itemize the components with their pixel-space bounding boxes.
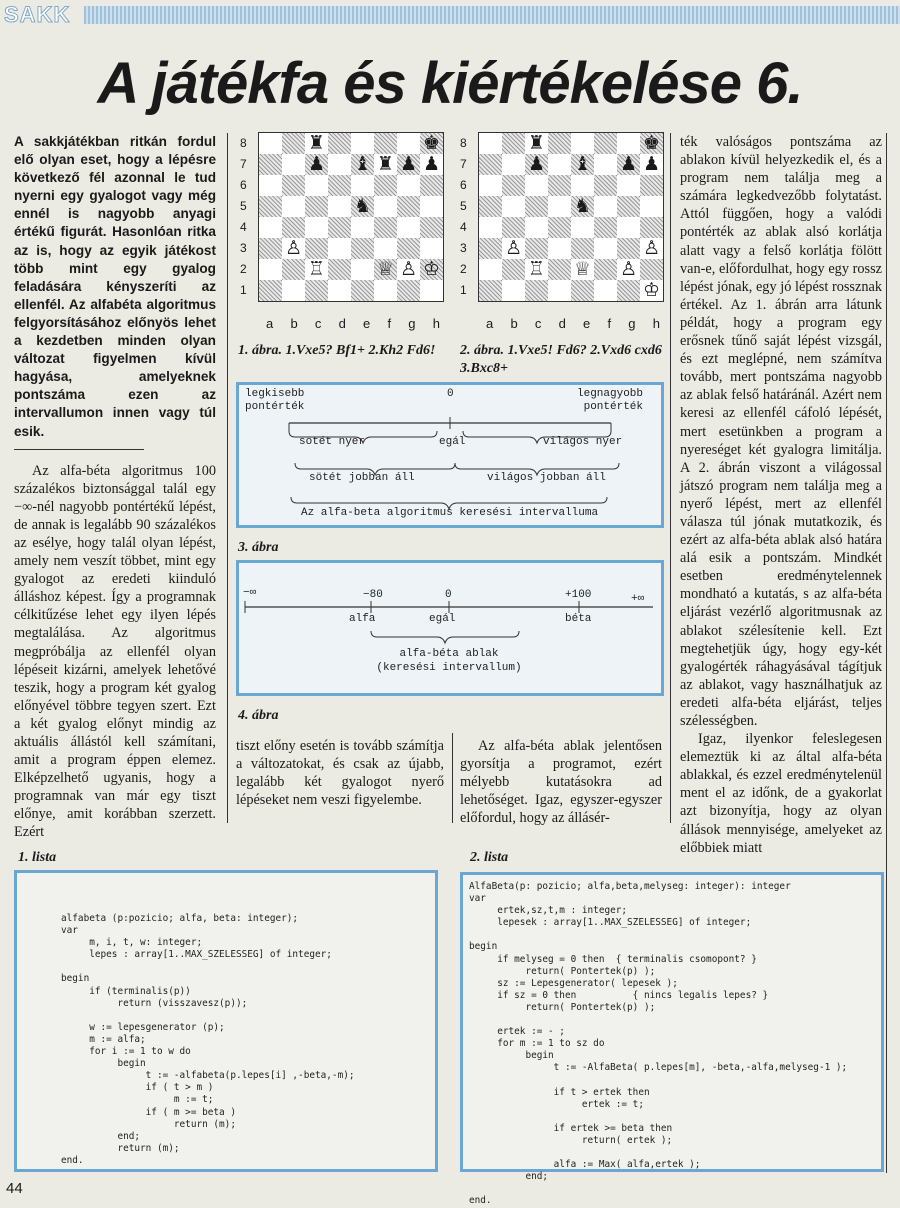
board-square [594,280,617,301]
page-number: 44 [6,1180,23,1197]
right-edge-rule [886,133,887,1173]
chess-piece: ♜ [376,153,395,175]
chess-piece: ♟ [527,153,546,175]
board-square [502,259,525,280]
board-square [617,238,640,259]
chess-piece: ♔ [422,258,441,280]
board-square [282,196,305,217]
board-square [525,238,548,259]
board-square [374,238,397,259]
chess-board-2 [460,132,660,337]
list-1-code: alfabeta (p:pozicio; alfa, beta: integer); var m, i, t, w: integer; lepes : array[1..MAX_SZELESSEG] of integer; begin if (terminalis(p)) return (visszavesz(p)); w := lepesgenerator (p); m := alfa; for i := 1 to w do begin t := -alfabeta(p.lepes[i] ,-beta,-m); if ( t > m ) m := t; if ( m >= beta ) return (m); end; return (m); end. [61,913,355,1166]
file-label: d [558,316,566,331]
board-square [594,196,617,217]
board-square [305,217,328,238]
board-square [420,196,443,217]
board-square [374,175,397,196]
board-2-files [486,316,660,331]
board-square [282,280,305,301]
rank-label: 1 [460,283,467,297]
board-square [617,196,640,217]
chess-piece: ♙ [504,237,523,259]
fig4-m80: −80 [363,589,383,601]
file-label: h [652,316,660,331]
column-divider-2 [452,733,453,823]
file-label: g [408,316,416,331]
board-square [328,154,351,175]
chess-piece: ♕ [376,258,395,280]
board-square [571,133,594,154]
chess-piece: ♕ [573,258,592,280]
list-1-box [14,870,438,1172]
file-label: a [486,316,494,331]
board-square [328,175,351,196]
rank-label: 5 [240,199,247,213]
fig3-window-label: Az alfa-beta algoritmus keresési intervalluma [301,507,599,519]
file-label: f [607,316,612,331]
board-square [594,259,617,280]
article-title: A játékfa és kiértékelése 6. [97,51,803,116]
rank-label: 4 [240,220,247,234]
board-square [479,196,502,217]
board-square [328,259,351,280]
chess-piece: ♙ [399,258,418,280]
lead-divider [14,449,144,450]
board-square [305,238,328,259]
rank-label: 4 [460,220,467,234]
board-square [259,238,282,259]
board-square [351,238,374,259]
board-square [594,133,617,154]
file-label: b [290,316,298,331]
chess-piece: ♝ [353,153,372,175]
board-square [548,259,571,280]
board-square [351,133,374,154]
board-square [640,196,663,217]
board-square [305,280,328,301]
fig4-neg-inf: −∞ [243,587,257,599]
rank-label: 3 [460,241,467,255]
column-4-paragraph-1: ték valóságos pontszáma az ablakon kívül helyezkedik el, és a program nem találja meg a számára legkedvezőbb folytatást. Attól függően, hogy a valódi pontérték az ablak alsó korlátja alatt vagy a felső korlátja fölött van-e, előfordulhat, hogy egy rossz lépést jónak, egy jó lépést rossznak értékel. Az 1. ábrán arra látunk példát, hogy a program egy erősnek tűnő saját lépést vizsgál, és ezt meglépné, nem számítva tovább, mert pontszáma nagyobb az ablak felső határánál. Azért nem keresi az ellenfél cáfoló lépését, mert esetünkben a program a nyereséget két gyalogra limitálja. A 2. ábrán viszont a világossal játszó program nem találja meg a nyerő lépést, mert az ellenfél válasza túl jónak mutatkozik, és ezért az alfa-béta ablak alsó határa alá esik a pontszám. Mindkét esetben eredménytelennek mondható a kutatás, s az alfa-béta eljárást vezérlő algoritmusnak az ablakot szélesítenie kell. Ezt megtehetjük úgy, hogy egy-két gyalogérték ráhagyásával tágítjuk az ablakot, vagy használhatjuk az eredeti alfa-béta eljárást, teljes szélességben. [680,134,882,729]
board-square [259,175,282,196]
board-square [479,175,502,196]
rank-label: 7 [460,157,467,171]
fig4-zero: 0 [445,589,452,601]
lead-paragraph: A sakkjátékban ritkán fordul elő olyan eset, hogy a lépésre következő fél azonnal le tud nyerni egy gyalogot vagy még ennél is nagyobb anyagi értékű figurát. Hasonlóan ritka az is, hogy az egyik játékost több mint egy gyalog feladására kényszeríti az ellenfél. Az alfabéta algoritmus felgyorsításához előnyös lehet a kezdetben minden olyan változat figyelmen kívül hagyása, amelyeknek pontszáma ezen az intervallumon innen vagy túl esik. [14,134,216,439]
board-1-files [266,316,440,331]
chess-piece: ♟ [619,153,638,175]
board-square [548,238,571,259]
file-label: c [314,316,322,331]
chess-piece: ♟ [399,153,418,175]
figure-4-box [236,560,664,696]
board-square [479,133,502,154]
rank-label: 5 [460,199,467,213]
board-square [259,259,282,280]
board-square [617,280,640,301]
fig4-beta: béta [565,613,592,625]
board-square [617,217,640,238]
column-2-paragraph: tiszt előny esetén is tovább számítja a változatokat, és csak az újabb, legalább két gyalogot nyerő lépéseket nem veszi figyelembe. [236,738,444,809]
chess-piece: ♜ [527,132,546,154]
board-square [571,175,594,196]
fig4-alfa: alfa [349,613,376,625]
rank-label: 8 [240,136,247,150]
rank-label: 2 [240,262,247,276]
board-square [397,133,420,154]
chess-piece: ♙ [642,237,661,259]
fig3-dark-wins: sötét nyer [299,436,366,448]
board-square [328,133,351,154]
board-square [420,217,443,238]
board-square [548,196,571,217]
chess-piece: ♜ [307,132,326,154]
board-square [640,259,663,280]
board-square [420,280,443,301]
board-square [397,175,420,196]
board-square [328,196,351,217]
board-square [282,154,305,175]
board-grid [258,132,444,302]
chess-piece: ♙ [619,258,638,280]
board-square [328,217,351,238]
board-square [479,217,502,238]
column-3-text [460,737,662,827]
chess-piece: ♞ [573,195,592,217]
chess-piece: ♙ [284,237,303,259]
rank-label: 1 [240,283,247,297]
board-square [259,133,282,154]
board-square [479,259,502,280]
board-square [397,217,420,238]
board-square [374,133,397,154]
board-square [640,217,663,238]
rank-label: 7 [240,157,247,171]
file-label: f [387,316,392,331]
board-square [420,238,443,259]
file-label: e [583,316,591,331]
board-square [259,154,282,175]
column-4-paragraph-2: Igaz, ilyenkor feleslegesen elemeztük ki az által alfa-béta ablakkal, és ezzel eredménytelenül ment el az időnk, de a gyakorlat azt bizonyítja, hogy az olyan állások mennyisége, amelyeket az előbbiek miatt [680,731,882,856]
board-grid [478,132,664,302]
file-label: d [338,316,346,331]
board-square [594,238,617,259]
chess-piece: ♚ [422,132,441,154]
board-square [328,238,351,259]
board-square [571,217,594,238]
board-square [502,280,525,301]
board-square [594,154,617,175]
file-label: a [266,316,274,331]
column-2-text [236,737,444,809]
board-square [351,259,374,280]
board-square [397,280,420,301]
board-square [351,217,374,238]
chess-piece: ♟ [642,153,661,175]
chess-board-1 [240,132,440,337]
board-square [617,133,640,154]
board-square [479,154,502,175]
board-square [548,154,571,175]
board-square [479,280,502,301]
list-2-code: AlfaBeta(p: pozicio; alfa,beta,melyseg: integer): integer var ertek,sz,t,m : integer; lepesek : array[1..MAX_SZELESSEG] of integer; begin if melyseg = 0 then { terminalis csomopont? } return( Pontertek(p) ); sz := Lepesgenerator( lepesek ); if sz = 0 then { nincs legalis lepes? } return( Pontertek(p) ); ertek := - ; for m := 1 to sz do begin t := -AlfaBeta( p.lepes[m], -beta,-alfa,melyseg-1 ); if t > ertek then ertek := t; if ertek >= beta then return( ertek ); alfa := Max( alfa,ertek ); end; end. [469,881,848,1207]
body-paragraph-1: Az alfa-béta algoritmus 100 százalékos biztonsággal talál egy −∞-nél nagyobb pontértékű lépést, de annak is legalább 90 százalékos az esélye, hogy talál olyan lépést, amely nem veszít többet, mint egy gyalogot az eredeti kiinduló álláshoz képest. Így a programnak célkitűzése lehet egy ilyen lépés megtalálása. Az algoritmus megpróbálja az ellenfél olyan lépéseit kizárni, amelyek lehetővé teszik, hogy a program két gyalog előnyével többre tegyen szert. Ezt a két gyalog előnyt mindig az aktuális állástól kell számítani, amit a program éppen elemez. Elképzelhető ugyanis, hogy a programnak van már egy tiszt előnye, amit korábban szerzett. Ezért [14,462,216,841]
file-label: g [628,316,636,331]
board-square [282,259,305,280]
board-square [502,175,525,196]
chess-piece: ♖ [307,258,326,280]
column-4 [680,133,882,857]
rank-label: 3 [240,241,247,255]
rank-label: 8 [460,136,467,150]
board-square [351,280,374,301]
board-square [282,175,305,196]
chess-piece: ♚ [642,132,661,154]
board-square [640,175,663,196]
board-square [548,217,571,238]
board-square [282,217,305,238]
figure-4-label: 4. ábra [238,708,279,723]
fig3-light-wins: világos nyer [543,436,623,448]
board-square [525,175,548,196]
board-square [525,280,548,301]
board-square [259,196,282,217]
fig3-light-better: világos jobban áll [487,472,606,484]
fig3-min-label: legkisebb pontérték [245,388,305,413]
rank-label: 2 [460,262,467,276]
header-bar [84,6,900,24]
board-square [479,238,502,259]
chess-piece: ♞ [353,195,372,217]
fig3-draw: egál [439,436,466,448]
board-square [548,133,571,154]
board-square [374,280,397,301]
board-square [525,196,548,217]
board-square [259,280,282,301]
figure-2-caption: 2. ábra. 1.Vxe5! Fd6? 2.Vxd6 cxd6 3.Bxc8+ [460,343,662,376]
board-square [259,217,282,238]
file-label: e [363,316,371,331]
fig4-egal: egál [429,613,456,625]
board-square [548,280,571,301]
board-square [525,217,548,238]
list-1-label: 1. lista [18,850,57,865]
board-square [502,133,525,154]
chess-piece: ♟ [307,153,326,175]
column-3-paragraph: Az alfa-béta ablak jelentősen gyorsítja a programot, ezért mélyebb kutatásokra ad lehetőséget. Igaz, egyszer-egyszer előfordul, hogy az állásér- [460,738,662,827]
board-square [374,196,397,217]
board-square [571,280,594,301]
fig3-dark-better: sötét jobban áll [309,472,415,484]
list-2-box [460,872,884,1207]
board-square [305,175,328,196]
board-square [282,133,305,154]
board-square [594,175,617,196]
chess-piece: ♟ [422,153,441,175]
board-square [548,175,571,196]
fig3-zero-label: 0 [447,388,454,400]
board-square [397,238,420,259]
rank-label: 6 [240,178,247,192]
board-square [374,217,397,238]
file-label: c [534,316,542,331]
board-square [571,238,594,259]
section-tag: SAKK [4,2,71,27]
column-1 [14,133,216,842]
fig3-max-label: legnagyobb pontérték [577,388,644,413]
fig4-window-label: alfa-béta ablak (keresési intervallum) [376,648,522,674]
figure-3-box [236,382,664,528]
file-label: h [432,316,440,331]
file-label: b [510,316,518,331]
board-square [305,196,328,217]
list-2-label: 2. lista [470,850,509,865]
fig4-p100: +100 [565,589,592,601]
board-square [502,154,525,175]
fig4-pos-inf: +∞ [631,593,645,605]
board-square [420,175,443,196]
column-divider-1 [227,133,228,823]
rank-label: 6 [460,178,467,192]
chess-piece: ♝ [573,153,592,175]
board-square [502,196,525,217]
board-square [594,217,617,238]
figure-3-label: 3. ábra [238,540,279,555]
figure-1-caption: 1. ábra. 1.Vxe5? Bf1+ 2.Kh2 Fd6! [238,343,436,358]
chess-piece: ♔ [642,279,661,301]
column-divider-3 [670,133,671,823]
section-header [0,0,900,28]
board-square [397,196,420,217]
board-square [351,175,374,196]
chess-piece: ♖ [527,258,546,280]
board-square [328,280,351,301]
board-square [502,217,525,238]
board-square [617,175,640,196]
